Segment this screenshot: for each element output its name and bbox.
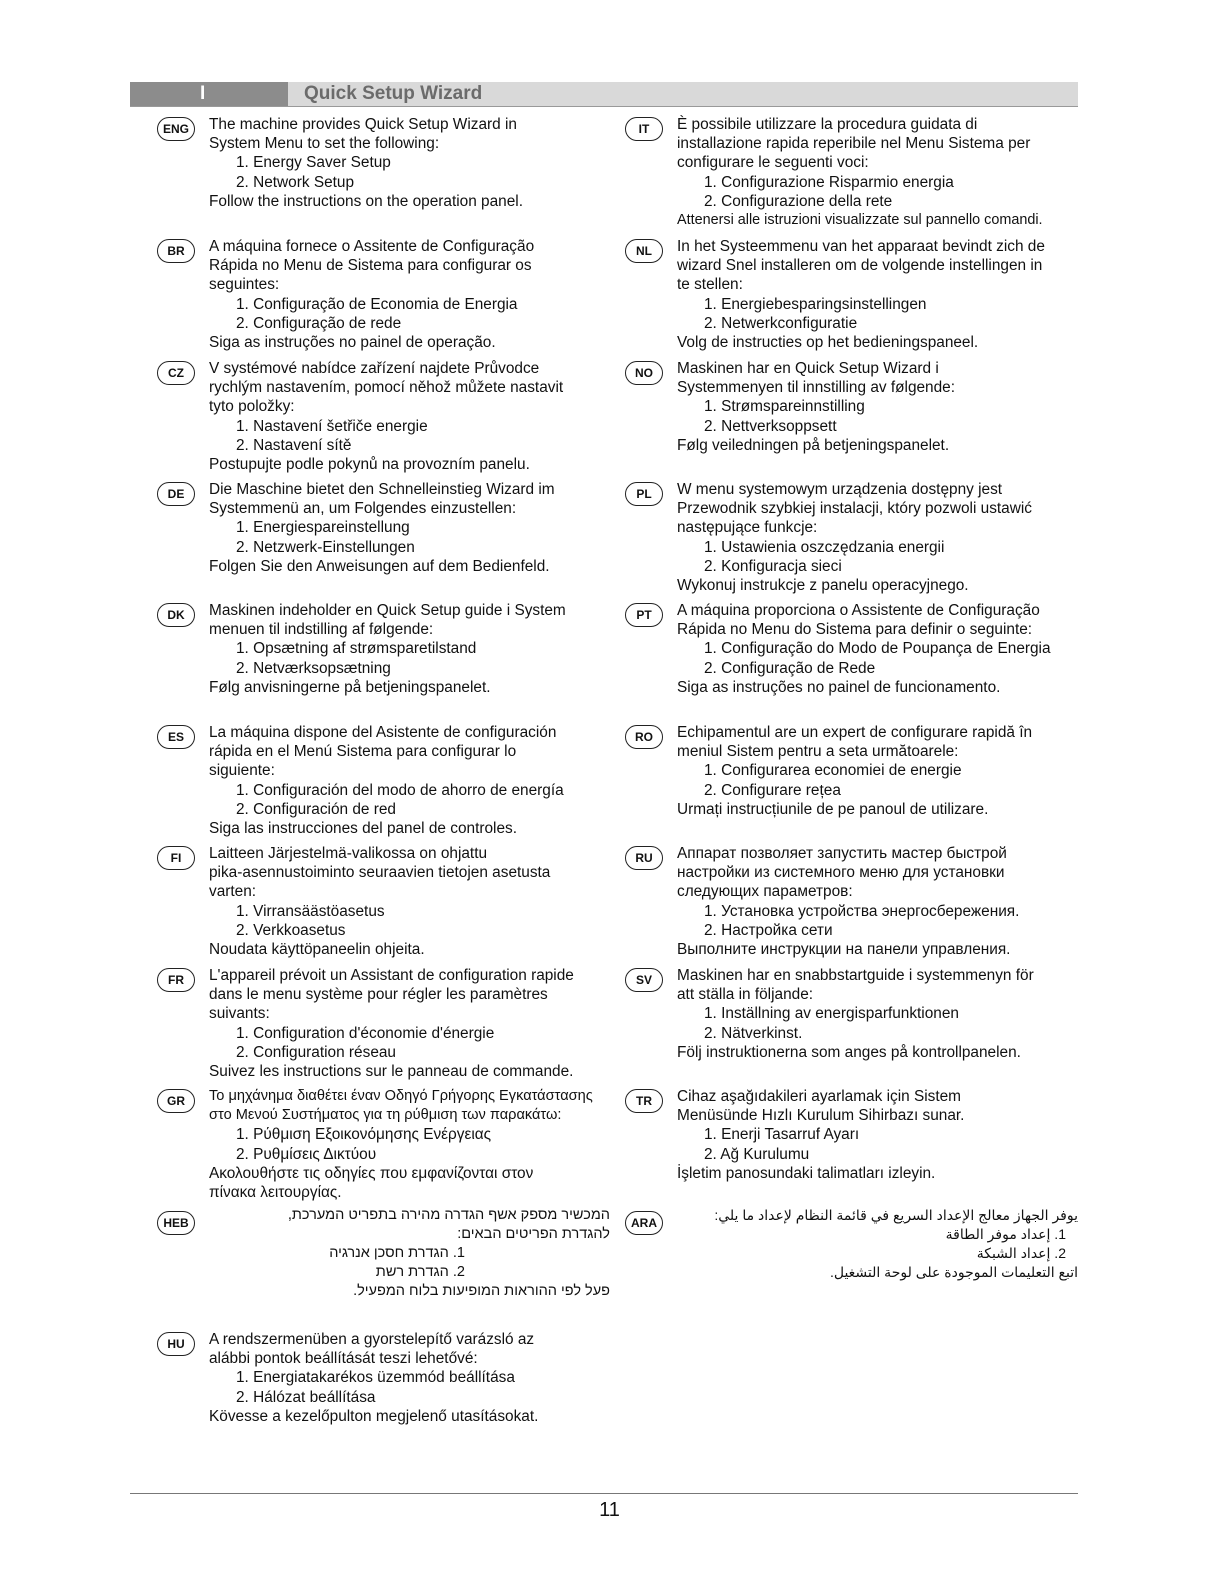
entry-line: meniul Sistem pentru a seta următoarele: xyxy=(677,743,959,761)
entry-item: 2. Verkkoasetus xyxy=(236,921,346,939)
section-header xyxy=(130,82,1078,106)
entry-item: 1. הגדרת חסכן אנרגיה xyxy=(329,1245,465,1261)
entry-line: Echipamentul are un expert de configurare rapidă în xyxy=(677,724,1033,741)
language-badge: ARA xyxy=(625,1211,663,1235)
entry-item: 2. Configurare rețea xyxy=(704,781,841,799)
entry-item: 2. הגדרת רשת xyxy=(375,1264,465,1280)
entry-footer: Følg anvisningerne på betjeningspanelet. xyxy=(209,678,491,696)
language-badge: FI xyxy=(157,846,195,870)
entry-item: 2. Ağ Kurulumu xyxy=(704,1145,810,1163)
language-badge: ENG xyxy=(157,117,195,141)
entry-item: 2. Netwerkconfiguratie xyxy=(704,314,858,332)
entry-item: 2. Netzwerk-Einstellungen xyxy=(236,538,415,556)
entry-footer: İşletim panosundaki talimatları izleyin. xyxy=(677,1164,936,1182)
entry-footer: Siga as instruções no painel de funcionamento. xyxy=(677,678,1001,696)
language-badge: HU xyxy=(157,1332,195,1356)
page-title: Quick Setup Wizard xyxy=(304,83,483,104)
entry-line: A rendszermenüben a gyorstelepítő varázsló az xyxy=(209,1331,535,1348)
entry-line: يوفر الجهاز معالج الإعداد السريع في قائمة النظام لإعداد ما يلي: xyxy=(714,1207,1078,1223)
entry-line: dans le menu système pour régler les paramètres xyxy=(209,986,548,1004)
language-badge: TR xyxy=(625,1089,663,1113)
entry-line: configurare le seguenti voci: xyxy=(677,154,869,172)
entry-footer: Siga as instruções no painel de operação. xyxy=(209,334,496,352)
entry-footer: פעל לפי ההוראות המופיעות בלוח המפעיל. xyxy=(353,1283,610,1299)
entry-item: 2. Nettverksoppsett xyxy=(704,417,837,435)
entry-heb xyxy=(200,1206,610,1301)
entry-line: Maskinen har en snabbstartguide i systemmenyn för xyxy=(677,967,1034,984)
entry-item: 2. Network Setup xyxy=(236,173,355,191)
footer-divider xyxy=(130,1493,1078,1494)
entry-line: Το μηχάνημα διαθέτει έναν Οδηγό Γρήγορης Εγκατάστασης xyxy=(209,1088,593,1104)
language-badge: DE xyxy=(157,482,195,506)
title-band xyxy=(288,82,1078,106)
entry-footer: Postupujte podle pokynů na provozním panelu. xyxy=(209,456,530,474)
entry-line: siguiente: xyxy=(209,762,275,780)
entry-line: seguintes: xyxy=(209,276,280,294)
entry-item: 1. Opsætning af strømsparetilstand xyxy=(236,640,477,658)
entry-item: 2. Configuração de rede xyxy=(236,314,402,332)
language-badge: PT xyxy=(625,603,663,627)
entry-line: tyto položky: xyxy=(209,398,295,416)
entry-item: 2. Ρυθμίσεις Δικτύου xyxy=(236,1145,377,1163)
entry-item: 1. Установка устройства энергосбережения. xyxy=(704,902,1020,920)
entry-item: 2. Hálózat beállítása xyxy=(236,1388,376,1406)
entry-item: 2. إعداد الشبكة xyxy=(976,1245,1066,1261)
entry-line: System Menu to set the following: xyxy=(209,135,440,153)
entry-ara xyxy=(670,1206,1078,1282)
entry-line: In het Systeemmenu van het apparaat bevindt zich de xyxy=(677,238,1045,255)
entry-item: 2. Configuração de Rede xyxy=(704,659,876,677)
entry-line: Die Maschine bietet den Schnelleinstieg Wizard im xyxy=(209,481,555,498)
entry-line: menuen til indstilling af følgende: xyxy=(209,621,434,639)
entry-item: 1. Configuração do Modo de Poupança de Energia xyxy=(704,640,1051,658)
entry-footer: Siga las instrucciones del panel de controles. xyxy=(209,820,517,838)
entry-line: Rápida no Menu de Sistema para configurar os xyxy=(209,257,532,275)
entry-line: להגדרת הפריטים הבאים: xyxy=(457,1226,610,1242)
entry-item: 2. Nastavení sítě xyxy=(236,436,352,454)
language-badge: CZ xyxy=(157,361,195,385)
entry-item: 2. Konfiguracja sieci xyxy=(704,557,842,575)
entry-footer: Ακολουθήστε τις οδηγίες που εμφανίζονται στον πίνακα λειτουργίας. xyxy=(209,1164,534,1202)
entry-item: 1. Configuración del modo de ahorro de energía xyxy=(236,781,564,799)
entry-line: Systemmenü an, um Folgendes einzustellen: xyxy=(209,500,517,518)
entry-item: 2. Configurazione della rete xyxy=(704,192,893,210)
entry-footer: Выполните инструкции на панели управления. xyxy=(677,941,1011,959)
entry-line: wizard Snel installeren om de volgende instellingen in xyxy=(677,257,1043,275)
entry-line: L'appareil prévoit un Assistant de configuration rapide xyxy=(209,967,574,984)
entry-line: pika-asennustoiminto seuraavien tietojen asetusta xyxy=(209,864,551,882)
entry-line: Systemmenyen til innstilling av følgende: xyxy=(677,379,956,397)
entry-footer: Kövesse a kezelőpulton megjelenő utasításokat. xyxy=(209,1407,539,1425)
entry-line: στο Μενού Συστήματος για τη ρύθμιση των παρακάτω: xyxy=(209,1107,562,1124)
page-number: 11 xyxy=(599,1499,620,1521)
language-badge: RU xyxy=(625,846,663,870)
entry-line: A máquina fornece o Assitente de Configuração xyxy=(209,238,535,255)
entry-line: A máquina proporciona o Assistente de Configuração xyxy=(677,602,1040,619)
entry-line: Laitteen Järjestelmä-valikossa on ohjattu xyxy=(209,845,488,862)
language-badge: NO xyxy=(625,361,663,385)
entry-footer: Folgen Sie den Anweisungen auf dem Bedienfeld. xyxy=(209,557,550,575)
language-badge: NL xyxy=(625,239,663,263)
entry-item: 2. Netværksopsætning xyxy=(236,659,391,677)
language-badge: HEB xyxy=(157,1211,195,1235)
entry-footer: Følg veiledningen på betjeningspanelet. xyxy=(677,436,950,454)
entry-line: varten: xyxy=(209,883,257,901)
entry-line: Maskinen indeholder en Quick Setup guide i System xyxy=(209,602,566,619)
entry-footer: Wykonuj instrukcje z panelu operacyjnego. xyxy=(677,577,969,595)
entry-item: 2. Nätverkinst. xyxy=(704,1024,803,1042)
entry-item: 2. Configuración de red xyxy=(236,800,396,818)
entry-line: настройки из системного меню для установки xyxy=(677,864,1005,882)
entry-line: te stellen: xyxy=(677,276,743,294)
entry-item: 1. Energiebesparingsinstellingen xyxy=(704,295,927,313)
language-badge: DK xyxy=(157,603,195,627)
entry-footer: Urmați instrucțiunile de pe panoul de utilizare. xyxy=(677,800,989,818)
entry-item: 1. Configuration d'économie d'énergie xyxy=(236,1024,495,1042)
entry-line: Maskinen har en Quick Setup Wizard i xyxy=(677,360,939,377)
entry-line: המכשיר מספק אשף הגדרה מהירה בתפריט המערכת, xyxy=(287,1207,610,1223)
entry-line: Przewodnik szybkiej instalacji, który pozwoli ustawić xyxy=(677,500,1032,518)
entry-line: Menüsünde Hızlı Kurulum Sihirbazı sunar. xyxy=(677,1107,965,1125)
entry-item: 1. Ρύθμιση Εξοικονόμησης Ενέργειας xyxy=(236,1126,492,1144)
language-badge: ES xyxy=(157,725,195,749)
entry-line: Cihaz aşağıdakileri ayarlamak için Sistem xyxy=(677,1088,961,1105)
entry-item: 1. Ustawienia oszczędzania energii xyxy=(704,538,945,556)
entry-item: 1. Configurazione Risparmio energia xyxy=(704,173,954,191)
language-badge: IT xyxy=(625,117,663,141)
entry-item: 1. Inställning av energisparfunktionen xyxy=(704,1005,959,1023)
section-marker-bar xyxy=(130,82,288,106)
entry-item: 1. Nastavení šetřiče energie xyxy=(236,417,428,435)
language-badge: FR xyxy=(157,968,195,992)
section-mark: I xyxy=(200,83,206,104)
entry-item: 2. Configuration réseau xyxy=(236,1043,396,1061)
entry-line: suivants: xyxy=(209,1005,270,1023)
entry-item: 2. Настройка сети xyxy=(704,921,833,939)
entry-item: 1. Energiatakarékos üzemmód beállítása xyxy=(236,1369,515,1387)
entry-item: 1. إعداد موفر الطاقة xyxy=(945,1226,1066,1242)
entry-item: 1. Configurarea economiei de energie xyxy=(704,762,962,780)
entry-line: rápida en el Menú Sistema para configurar lo xyxy=(209,743,517,761)
language-badge: BR xyxy=(157,239,195,263)
entry-footer: Följ instruktionerna som anges på kontrollpanelen. xyxy=(677,1043,1021,1061)
entry-line: alábbi pontok beállítását teszi lehetővé: xyxy=(209,1350,478,1368)
entry-footer: Noudata käyttöpaneelin ohjeita. xyxy=(209,941,425,959)
entry-line: следующих параметров: xyxy=(677,883,853,901)
language-badge: SV xyxy=(625,968,663,992)
entry-item: 1. Configuração de Economia de Energia xyxy=(236,295,518,313)
entry-item: 1. Energy Saver Setup xyxy=(236,154,391,172)
entry-item: 1. Energiespareinstellung xyxy=(236,519,410,537)
entry-line: att ställa in följande: xyxy=(677,986,814,1004)
entry-line: Аппарат позволяет запустить мастер быстрой xyxy=(677,845,1007,862)
entry-line: The machine provides Quick Setup Wizard in xyxy=(209,116,517,133)
entry-footer: Volg de instructies op het bedieningspaneel. xyxy=(677,334,979,352)
entry-line: W menu systemowym urządzenia dostępny jest xyxy=(677,481,1003,498)
entry-item: 1. Strømspareinnstilling xyxy=(704,398,865,416)
entry-line: È possibile utilizzare la procedura guidata di xyxy=(677,116,978,133)
entry-line: La máquina dispone del Asistente de configuración xyxy=(209,724,557,741)
language-badge: PL xyxy=(625,482,663,506)
entry-line: rychlým nastavením, pomocí něhož můžete nastavit xyxy=(209,379,564,397)
language-badge: GR xyxy=(157,1089,195,1113)
entry-line: V systémové nabídce zařízení najdete Průvodce xyxy=(209,360,540,377)
entry-line: następujące funkcje: xyxy=(677,519,818,537)
entry-footer: اتبع التعليمات الموجودة على لوحة التشغيل. xyxy=(829,1264,1078,1280)
entry-item: 1. Enerji Tasarruf Ayarı xyxy=(704,1126,860,1144)
language-badge: RO xyxy=(625,725,663,749)
entry-line: Rápida no Menu do Sistema para definir o seguinte: xyxy=(677,621,1033,639)
entry-footer: Attenersi alle istruzioni visualizzate sul pannello comandi. xyxy=(677,212,1043,229)
entry-footer: Suivez les instructions sur le panneau de commande. xyxy=(209,1063,574,1081)
entry-item: 1. Virransäästöasetus xyxy=(236,902,385,920)
entry-footer: Follow the instructions on the operation panel. xyxy=(209,192,523,210)
entry-line: installazione rapida reperibile nel Menu Sistema per xyxy=(677,135,1031,153)
header-divider xyxy=(130,106,1078,107)
